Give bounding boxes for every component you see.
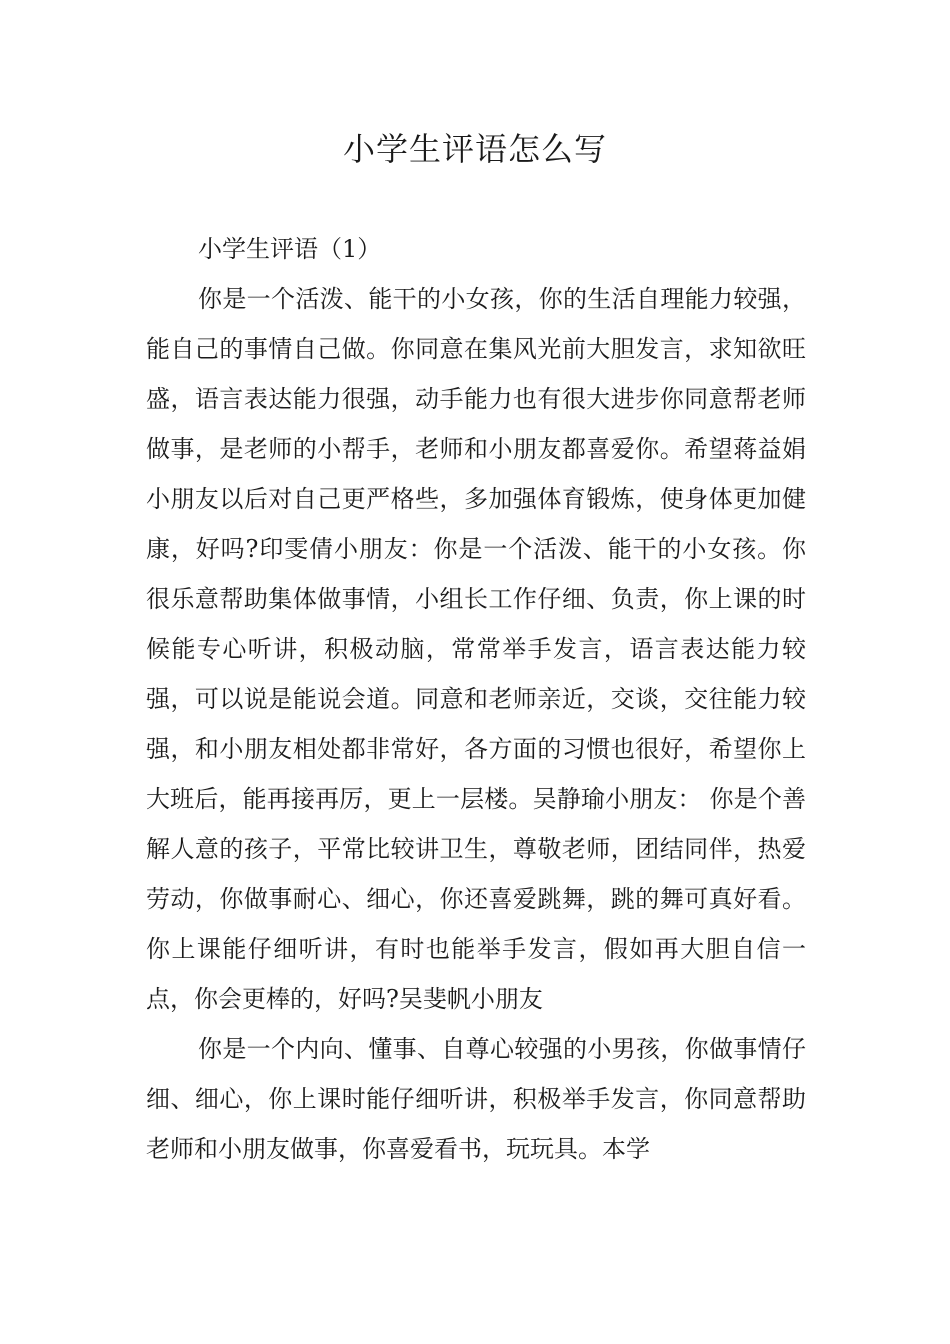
section-heading: 小学生评语（1） bbox=[198, 235, 382, 263]
document-title: 小学生评语怎么写 bbox=[342, 130, 607, 168]
paragraph-2: 你是一个内向、懂事、自尊心较强的小男孩，你做事情仔细、细心，你上课时能仔细听讲，积极举手发言，你同意帮助老师和小朋友做事，你喜爱看书，玩玩具。本学 bbox=[146, 1035, 806, 1163]
paragraph-1: 你是一个活泼、能干的小女孩，你的生活自理能力较强，能自己的事情自己做。你同意在集风光前大胆发言，求知欲旺盛，语言表达能力很强，动手能力也有很大进步你同意帮老师做事，是老师的小帮手，老师和小朋友都喜爱你。希望蒋益娟小朋友以后对自己更严格些，多加强体育锻炼，使身体更加健康，好吗?印雯倩小朋友：你是一个活泼、能干的小女孩。你很乐意帮助集体做事情，小组长工作仔细、负责，你上课的时候能专心听讲，积极动脑，常常举手发言，语言表达能力较强，可以说是能说会道。同意和老师亲近，交谈，交往能力较强，和小朋友相处都非常好，各方面的习惯也很好，希望你上大班后，能再接再厉，更上一层楼。吴静瑜小朋友： 你是个善解人意的孩子，平常比较讲卫生，尊敬老师，团结同伴，热爱劳动，你做事耐心、细心，你还喜爱跳舞，跳的舞可真好看。你上课能仔细听讲，有时也能举手发言，假如再大胆自信一点，你会更棒的，好吗?吴斐帆小朋友 bbox=[146, 285, 806, 1013]
document-body bbox=[146, 224, 806, 1174]
